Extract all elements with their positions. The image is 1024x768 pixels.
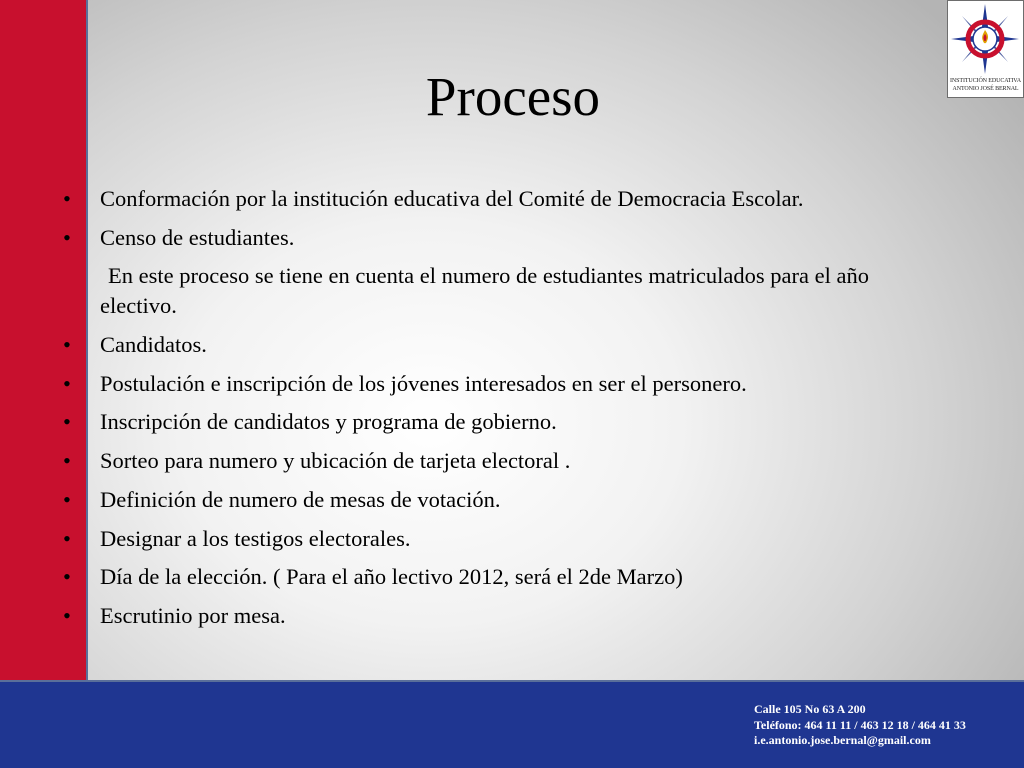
list-item-text: Sorteo para numero y ubicación de tarjeta electoral . <box>100 448 571 474</box>
list-item-text: Conformación por la institución educativa del Comité de Democracia Escolar. <box>100 186 804 211</box>
list-item-text: En este proceso se tiene en cuenta el numero de estudiantes matriculados para el año electivo. <box>100 263 869 319</box>
bullet-marker: • <box>63 224 71 250</box>
list-item-text: Censo de estudiantes. <box>100 224 295 250</box>
list-item-text: Día de la elección. ( Para el año lectivo 2012, será el 2de Marzo) <box>100 564 683 590</box>
list-item <box>60 330 960 360</box>
list-item-text: Definición de numero de mesas de votación. <box>100 486 501 512</box>
list-item-paragraph <box>60 261 950 321</box>
bullet-marker: • <box>63 448 71 474</box>
bullet-marker: • <box>63 486 71 512</box>
compass-rose-emblem-icon <box>948 1 1023 77</box>
logo-caption <box>948 78 1023 93</box>
list-item <box>60 407 960 437</box>
footer-address: Calle 105 No 63 A 200 <box>754 702 866 716</box>
bullet-marker: • <box>63 370 71 396</box>
footer-email: i.e.antonio.jose.bernal@gmail.com <box>754 733 931 747</box>
list-item-text: Designar a los testigos electorales. <box>100 525 411 551</box>
footer-phone: Teléfono: 464 11 11 / 463 12 18 / 464 41 33 <box>754 717 966 732</box>
list-item <box>60 223 960 253</box>
logo-caption-line1: INSTITUCIÓN EDUCATIVA <box>950 78 1021 84</box>
bullet-marker: • <box>63 332 71 358</box>
list-item <box>60 184 960 214</box>
list-item <box>60 485 960 515</box>
bullet-marker: • <box>63 602 71 628</box>
list-item-text: Postulación e inscripción de los jóvenes interesados en ser el personero. <box>100 370 747 396</box>
footer-contact-info <box>754 702 966 749</box>
logo-caption-line2: ANTONIO JOSÉ BERNAL <box>952 85 1019 92</box>
bullet-list <box>60 184 960 640</box>
list-item-text: Inscripción de candidatos y programa de gobierno. <box>100 409 557 435</box>
bullet-marker: • <box>63 186 71 211</box>
bullet-marker: • <box>63 525 71 551</box>
list-item <box>60 601 960 631</box>
institution-logo <box>947 0 1024 98</box>
list-item <box>60 446 960 476</box>
list-item <box>60 562 960 592</box>
list-item-text: Candidatos. <box>100 332 207 358</box>
list-item <box>60 369 960 399</box>
bullet-marker: • <box>63 409 71 435</box>
list-item-text: Escrutinio por mesa. <box>100 602 286 628</box>
bullet-marker: • <box>63 564 71 590</box>
slide-title: Proceso <box>425 66 601 127</box>
list-item <box>60 524 960 554</box>
